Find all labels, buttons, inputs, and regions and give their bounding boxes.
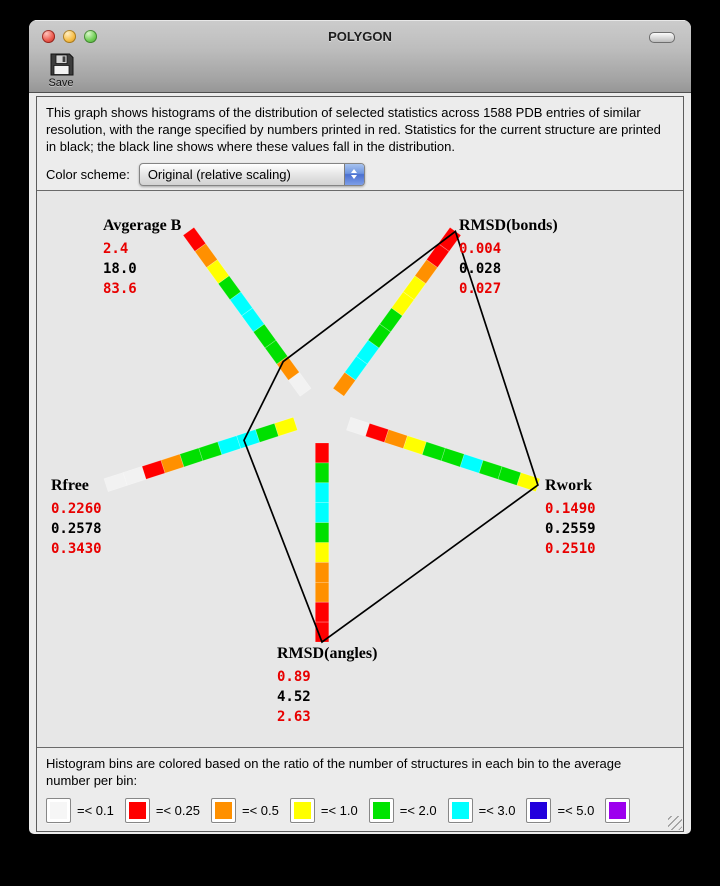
legend-color-fill xyxy=(609,802,626,819)
arrow-up-icon xyxy=(351,169,357,173)
legend-panel xyxy=(37,747,683,831)
axis-min-value: 0.2260 xyxy=(51,501,102,517)
legend-bin-label: =< 3.0 xyxy=(478,803,516,818)
legend-color-fill xyxy=(294,802,311,819)
legend-text: Histogram bins are colored based on the ratio of the number of structures in each bin to the average number per bin: xyxy=(46,756,622,788)
window-title: POLYGON xyxy=(328,29,392,44)
save-button-label: Save xyxy=(48,77,74,89)
legend-color-well[interactable] xyxy=(290,798,315,823)
axis-block-rmsd-angles xyxy=(277,645,377,727)
legend-bin-4 xyxy=(369,798,448,823)
legend-bin-0 xyxy=(46,798,125,823)
window-header xyxy=(29,20,691,93)
axis-max-value: 83.6 xyxy=(103,281,137,297)
axis-min-value: 2.4 xyxy=(103,241,129,257)
legend-color-fill xyxy=(373,802,390,819)
histogram-segment-rmsd-angles-1 xyxy=(315,463,329,483)
axis-block-average-b xyxy=(103,217,181,299)
content-panel xyxy=(36,96,684,832)
axis-max-value: 0.2510 xyxy=(545,541,596,557)
color-scheme-label: Color scheme: xyxy=(46,166,130,182)
arrow-down-icon xyxy=(351,175,357,179)
legend-bin-7 xyxy=(605,798,630,823)
intro-text: This graph shows histograms of the distribution of selected statistics across 1588 PDB entries of similar resolution, with the range specified by numbers printed in red. Statistics for the current structure are printed in black; the black line shows where these values fall in the distribution. xyxy=(46,105,661,154)
axis-current-value: 4.52 xyxy=(277,689,311,705)
legend-color-fill xyxy=(215,802,232,819)
color-scheme-dropdown[interactable] xyxy=(139,163,365,186)
legend-bin-6 xyxy=(526,798,605,823)
axis-current-value: 0.028 xyxy=(459,261,502,277)
legend-bin-label: =< 0.5 xyxy=(241,803,279,818)
polygon-plot-area xyxy=(37,190,683,748)
toolbar-toggle-pill[interactable] xyxy=(649,32,675,43)
titlebar xyxy=(29,20,691,52)
histogram-segment-rmsd-angles-3 xyxy=(315,503,329,523)
axis-label: Rwork xyxy=(545,477,593,494)
legend-bin-label: =< 5.0 xyxy=(557,803,595,818)
axis-label: Rfree xyxy=(51,477,89,494)
histogram-segment-rmsd-angles-7 xyxy=(315,582,329,602)
histogram-segment-rmsd-angles-4 xyxy=(315,523,329,543)
legend-color-well[interactable] xyxy=(369,798,394,823)
legend-color-well[interactable] xyxy=(605,798,630,823)
axis-max-value: 0.027 xyxy=(459,281,502,297)
axis-label: Avgerage B xyxy=(103,217,182,234)
axis-max-value: 2.63 xyxy=(277,709,311,725)
floppy-disk-icon xyxy=(49,53,74,76)
legend-bin-1 xyxy=(125,798,211,823)
resize-grip[interactable] xyxy=(668,816,682,830)
dropdown-stepper-icon xyxy=(344,164,364,185)
legend-bin-label: =< 1.0 xyxy=(320,803,358,818)
legend-color-fill xyxy=(530,802,547,819)
axis-block-rwork xyxy=(545,477,596,559)
axis-min-value: 0.004 xyxy=(459,241,502,257)
axis-min-value: 0.1490 xyxy=(545,501,596,517)
axis-current-value: 0.2559 xyxy=(545,521,596,537)
axis-current-value: 18.0 xyxy=(103,261,137,277)
histogram-segment-rmsd-angles-5 xyxy=(315,543,329,563)
legend-row xyxy=(46,798,674,823)
color-scheme-row xyxy=(46,162,683,186)
axis-max-value: 0.3430 xyxy=(51,541,102,557)
histogram-segment-rfree-9 xyxy=(104,473,127,492)
histogram-segment-rmsd-angles-0 xyxy=(315,443,329,463)
legend-bin-label: =< 2.0 xyxy=(399,803,437,818)
legend-color-well[interactable] xyxy=(46,798,71,823)
histogram-segment-rmsd-angles-2 xyxy=(315,483,329,503)
legend-color-well[interactable] xyxy=(448,798,473,823)
axis-block-rfree xyxy=(51,477,102,559)
legend-color-well[interactable] xyxy=(211,798,236,823)
legend-bin-3 xyxy=(290,798,369,823)
legend-color-fill xyxy=(129,802,146,819)
histogram-segment-rmsd-angles-6 xyxy=(315,562,329,582)
legend-color-fill xyxy=(50,802,67,819)
legend-color-well[interactable] xyxy=(526,798,551,823)
polygon-window xyxy=(29,20,691,834)
save-button[interactable] xyxy=(40,53,82,89)
legend-bin-5 xyxy=(448,798,527,823)
legend-color-fill xyxy=(452,802,469,819)
legend-bin-2 xyxy=(211,798,290,823)
legend-bin-label: =< 0.25 xyxy=(155,803,200,818)
axis-current-value: 0.2578 xyxy=(51,521,102,537)
histogram-segment-rmsd-angles-8 xyxy=(315,602,329,622)
legend-bin-label: =< 0.1 xyxy=(77,803,114,818)
axis-block-rmsd-bonds xyxy=(459,217,558,299)
axis-min-value: 0.89 xyxy=(277,669,311,685)
legend-color-well[interactable] xyxy=(125,798,150,823)
color-scheme-selected: Original (relative scaling) xyxy=(147,166,291,182)
axis-label: RMSD(angles) xyxy=(277,645,378,662)
axis-label: RMSD(bonds) xyxy=(459,217,558,234)
